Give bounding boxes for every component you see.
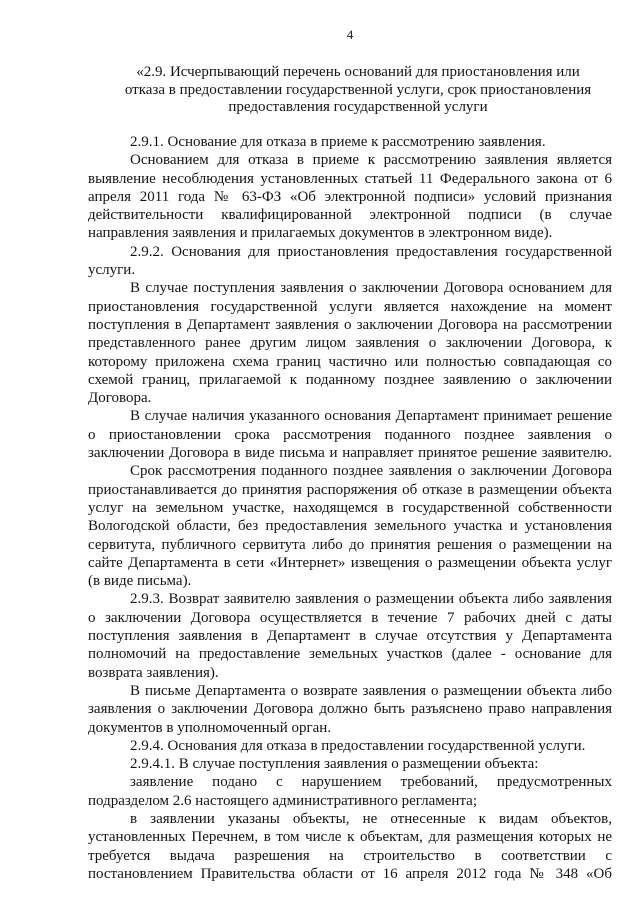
text-line: Договора.: [88, 390, 152, 407]
section-title-line: отказа в предоставлении государственной услуги, срок приостановления: [124, 81, 592, 98]
text-line: представленного ранее другим лицом заявления о заключении Договора, к: [88, 335, 612, 352]
body-text: [88, 133, 612, 883]
text-line: выявление несоблюдения установленных статьей 11 Федерального закона от 6: [88, 170, 612, 187]
text-line: о заключении Договора осуществляется в течение 7 рабочих дней с даты: [88, 609, 612, 626]
text-line: установленных Перечнем, в том числе к объектам, для размещения которых не: [88, 829, 612, 846]
text-line: приостановления государственной услуги является нахождение на момент: [88, 298, 612, 315]
text-line: которому приложена схема границ частично или полностью совпадающая со: [88, 353, 612, 370]
text-line: постановлением Правительства области от 16 апреля 2012 года № 348 «Об: [88, 865, 612, 882]
text-line: 2.9.1. Основание для отказа в приеме к рассмотрению заявления.: [130, 134, 546, 150]
text-line: услуги.: [88, 262, 136, 279]
text-line: направления заявления и прилагаемых документов в электронном виде).: [88, 225, 553, 242]
text-line: возврата заявления).: [88, 664, 219, 681]
page-number: 4: [346, 27, 354, 42]
text-line: сервитута, публичного сервитута либо до принятия решения о размещении на: [88, 536, 612, 553]
text-line: В случае поступления заявления о заключении Договора основанием для: [130, 280, 612, 297]
text-line: в заявлении указаны объекты, не отнесенные к видам объектов,: [130, 810, 612, 827]
text-line: заявления о заключении Договора должно быть разъяснено право направления: [88, 701, 612, 718]
section-title-line: «2.9. Исчерпывающий перечень оснований для приостановления или: [136, 64, 580, 80]
text-line: 2.9.4. Основания для отказа в предоставлении государственной услуги.: [130, 737, 586, 754]
text-line: поступления заявления в Департамент в случае отсутствия у Департамента: [88, 628, 612, 645]
text-line: сайте Департамента в сети «Интернет» извещения о размещении объекта услуг: [88, 554, 612, 571]
section-title: [88, 64, 628, 117]
text-line: Вологодской области, без предоставления земельного участка и установления: [88, 518, 612, 535]
text-line: В случае наличия указанного основания Департамент принимает решение: [130, 408, 612, 425]
section-title-line: предоставления государственной услуги: [228, 99, 488, 116]
text-line: полномочий на предоставление земельных участков (далее - основание для: [88, 646, 612, 663]
text-line: заключении Договора в виде письма и направляет принятое решение заявителю.: [88, 445, 612, 462]
text-line: о приостановлении срока рассмотрения поданного позднее заявления о: [88, 426, 612, 443]
text-line: Срок рассмотрения поданного позднее заявления о заключении Договора: [130, 463, 612, 480]
text-line: 2.9.2. Основания для приостановления предоставления государственной: [130, 243, 612, 260]
text-line: Основанием для отказа в приеме к рассмотрению заявления является: [130, 152, 612, 169]
text-line: подразделом 2.6 настоящего административного регламента;: [88, 792, 478, 809]
text-line: заявление подано с нарушением требований, предусмотренных: [130, 774, 612, 791]
text-line: документов в уполномоченный орган.: [88, 719, 332, 736]
text-line: 2.9.4.1. В случае поступления заявления о размещении объекта:: [130, 756, 539, 773]
text-line: поступления в Департамент заявления о заключении Договора на рассмотрении: [88, 316, 612, 333]
text-line: требуется выдача разрешения на строительство в соответствии с: [88, 847, 612, 864]
text-line: В письме Департамента о возврате заявления о размещении объекта либо: [130, 682, 612, 699]
text-line: схемой границ, прилагаемой к поданному позднее заявлению о заключении: [88, 371, 612, 388]
text-line: действительности квалифицированной электронной подписи (в случае: [88, 207, 612, 224]
text-line: 2.9.3. Возврат заявителю заявления о размещении объекта либо заявления: [130, 591, 612, 608]
text-line: приостанавливается до принятия распоряжения об отказе в размещении объекта: [88, 481, 612, 498]
text-line: (в виде письма).: [88, 573, 192, 590]
text-line: услуг на земельном участке, находящемся в государственной собственности: [88, 499, 612, 516]
text-line: апреля 2011 года № 63-ФЗ «Об электронной подписи» условий признания: [88, 188, 612, 205]
